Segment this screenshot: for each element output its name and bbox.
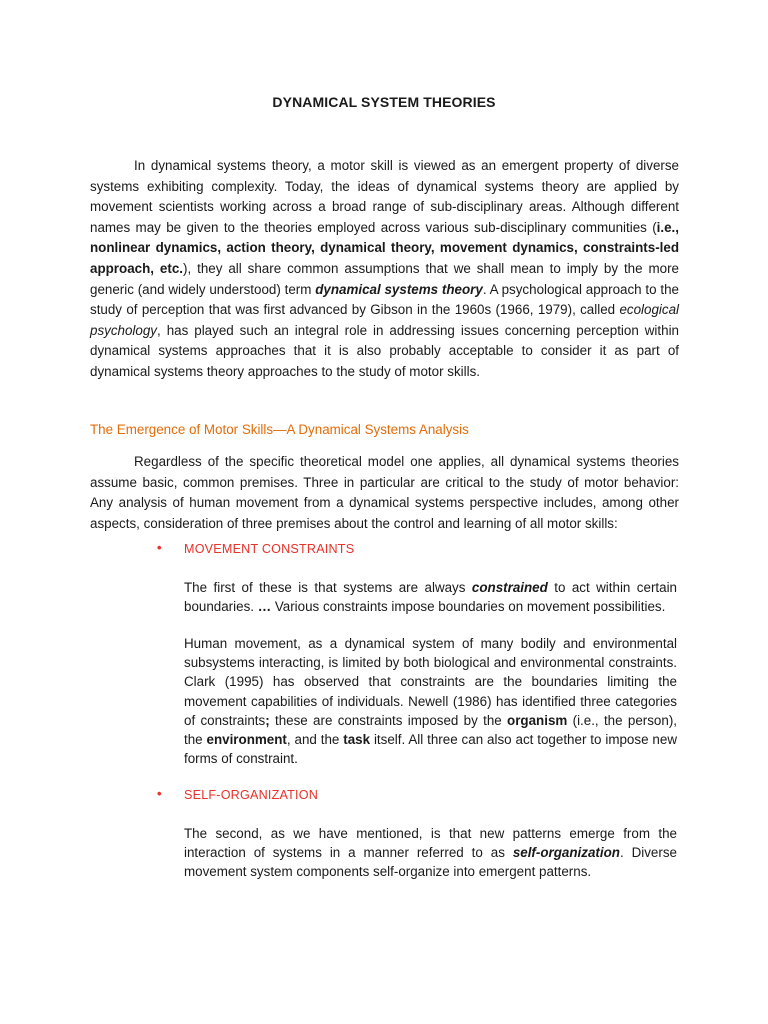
intro-text-4: , has played such an integral role in addressing issues concerning perception within dynamical systems approaches that it is also probably acceptable to consider it as part of dynamical systems theory approaches to the study of motor skills. — [90, 322, 679, 379]
organism-term: organism — [507, 712, 568, 728]
s2-text-5: itself. All three can also act together to impose new forms of constraint. — [184, 732, 677, 767]
constrained-term: constrained — [471, 580, 548, 595]
bullet-icon: • — [157, 540, 162, 555]
ecological-psychology-term: ecological psychology — [90, 302, 679, 338]
bullet-icon: • — [157, 786, 162, 801]
theory-names-bold: i.e., nonlinear dynamics, action theory, dynamical theory, movement dynamics, constraints-led approach, etc. — [90, 219, 679, 276]
s1-text-3: Various constraints impose boundaries on movement possibilities. — [271, 599, 666, 615]
premises-paragraph: Regardless of the specific theoretical model one applies, all dynamical systems theories assume basic, common premises. Three in particular are critical to the study of motor behavior: Any analysis of human movement from a dynamical systems perspective includes, among other aspects, consideration of three premises about the control and learning of all motor skills: — [90, 454, 679, 531]
s2-text-2: these are constraints imposed by the — [269, 712, 508, 728]
s2-text-3: (i.e., the person), the — [184, 712, 677, 748]
semicolon: ; — [265, 712, 270, 728]
section-heading: The Emergence of Motor Skills—A Dynamical Systems Analysis — [90, 422, 469, 437]
self-organization-term: self-organization — [512, 845, 620, 861]
s3-text-2: . Diverse movement system components self-organize into emergent patterns. — [184, 845, 677, 880]
bullet-movement-constraints: MOVEMENT CONSTRAINTS — [184, 542, 355, 556]
intro-text-3: . A psychological approach to the study of perception that was first advanced by Gibson in the 1960s (1966, 1979), called — [90, 281, 679, 318]
bullet-self-organization: SELF-ORGANIZATION — [184, 788, 319, 802]
s2-text-1: Human movement, as a dynamical system of many bodily and environmental subsystems interacting, is limited by both biological and environmental constraints. Clark (1995) has observed that constraints are the boundaries limiting the movement capabilities of individuals. Newell (1986) has identified three categories of constraints — [184, 636, 677, 728]
s1-text-1: The first of these is that systems are always — [184, 580, 472, 595]
dynamical-systems-theory-term: dynamical systems theory — [315, 281, 483, 297]
document-title: DYNAMICAL SYSTEM THEORIES — [272, 94, 496, 110]
s3-text-1: The second, as we have mentioned, is that new patterns emerge from the interaction of systems in a manner referred to as — [184, 826, 677, 861]
intro-text-2: ), they all share common assumptions that we shall mean to imply by the more generic (and widely understood) term — [90, 260, 679, 297]
constraints-paragraph-2 — [184, 634, 677, 768]
task-term: task — [343, 732, 371, 748]
environment-term: environment — [206, 732, 287, 748]
ellipsis: … — [257, 599, 272, 615]
constraints-paragraph-1 — [184, 578, 677, 616]
s1-text-2: to act within certain boundaries. — [184, 580, 677, 615]
intro-text-1: In dynamical systems theory, a motor skill is viewed as an emergent property of diverse systems exhibiting complexity. Today, the ideas of dynamical systems theory are applied by movement scientists working across a broad range of sub-disciplinary areas. Although different names may be given to the theories employed across various sub-disciplinary communities ( — [90, 158, 679, 235]
s2-text-4: , and the — [286, 732, 344, 748]
intro-paragraph — [90, 156, 679, 383]
self-organization-paragraph — [184, 824, 677, 882]
